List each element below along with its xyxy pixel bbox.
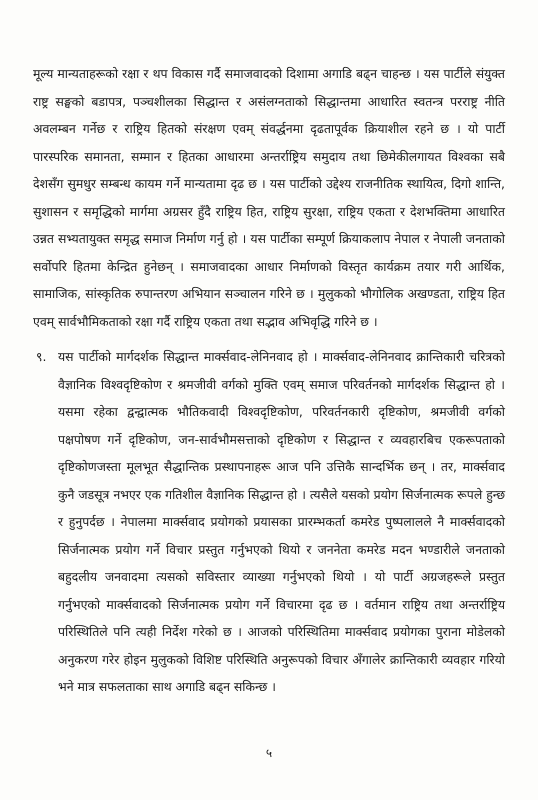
paragraph-guiding-principle: यस पार्टीको मार्गदर्शक सिद्धान्त मार्क्सवाद-लेनिनवाद हो । मार्क्सवाद-लेनिनवाद क्रान्तिकारी चरित्रको वैज्ञानिक विश्वदृष्टिकोण र श्रमजीवी वर्गको मुक्ति एवम् समाज परिवर्तनको मार्गदर्शक सिद्धान्त हो । यसमा रहेका द्वन्द्वात्मक भौतिकवादी विश्वदृष्टिकोण, परिवर्तनकारी दृष्टिकोण, श्रमजीवी वर्गको पक्षपोषण गर्ने दृष्टिकोण, जन-सार्वभौमसत्ताको दृष्टिकोण र सिद्धान्त र व्यवहारबिच एकरूपताको दृष्टिकोणजस्ता मूलभूत सैद्धान्तिक प्रस्थापनाहरू आज पनि उत्तिकै सान्दर्भिक छन् । तर, मार्क्सवाद कुनै जडसूत्र नभएर एक गतिशील वैज्ञानिक सिद्धान्त हो । त्यसैले यसको प्रयोग सिर्जनात्मक रूपले हुन्छ र हुनुपर्दछ । नेपालमा मार्क्सवाद प्रयोगको प्रयासका प्रारम्भकर्ता कमरेड पुष्पलालले नै मार्क्सवादको सिर्जनात्मक प्रयोग गर्ने विचार प्रस्तुत गर्नुभएको थियो र जननेता कमरेड मदन भण्डारीले जनताको बहुदलीय जनवादमा त्यसको सविस्तार व्याख्या गर्नुभएको थियो । यो पार्टी अग्रजहरूले प्रस्तुत गर्नुभएको मार्क्सवादको सिर्जनात्मक प्रयोग गर्ने विचारमा दृढ छ । वर्तमान राष्ट्रिय तथा अन्तर्राष्ट्रिय परिस्थितिले पनि त्यही निर्देश गरेको छ । आजको परिस्थितिमा मार्क्सवाद प्रयोगका पुराना मोडेलको अनुकरण गरेर होइन मुलुकको विशिष्ट परिस्थिति अनुरूपको विचार अँगालेर क्रान्तिकारी व्यवहार गरियो भने मात्र सफलताका साथ अगाडि बढ्न सकिन्छ । bbox=[58, 349, 505, 694]
paragraph-continued: मूल्य मान्यताहरूको रक्षा र थप विकास गर्दै समाजवादको दिशामा अगाडि बढ्न चाहन्छ । यस पार्टीले संयुक्त राष्ट्र सङ्घको बडापत्र, पञ्चशीलका सिद्धान्त र असंलग्नताको सिद्धान्तमा आधारित स्वतन्त्र परराष्ट्र नीति अवलम्बन गर्नेछ र राष्ट्रिय हितको संरक्षण एवम् संवर्द्धनमा दृढतापूर्वक क्रियाशील रहने छ । यो पार्टी पारस्परिक समानता, सम्मान र हितका आधारमा अन्तर्राष्ट्रिय समुदाय तथा छिमेकीलगायत विश्वका सबै देशसँग सुमधुर सम्बन्ध कायम गर्ने मान्यतामा दृढ छ । यस पार्टीको उद्देश्य राजनीतिक स्थायित्व, दिगो शान्ति, सुशासन र समृद्धिको मार्गमा अग्रसर हुँदै राष्ट्रिय हित, राष्ट्रिय सुरक्षा, राष्ट्रिय एकता र देशभक्तिमा आधारित उन्नत सभ्यतायुक्त समृद्ध समाज निर्माण गर्नु हो । यस पार्टीका सम्पूर्ण क्रियाकलाप नेपाल र नेपाली जनताको सर्वोपरि हितमा केन्द्रित हुनेछन् । समाजवादका आधार निर्माणको विस्तृत कार्यक्रम तयार गरी आर्थिक, सामाजिक, सांस्कृतिक रुपान्तरण अभियान सञ्चालन गरिने छ । मुलुकको भौगोलिक अखण्डता, राष्ट्रिय हित एवम् सार्वभौमिकताको रक्षा गर्दै राष्ट्रिय एकता तथा सद्भाव अभिवृद्धि गरिने छ । bbox=[33, 66, 505, 329]
page-number: ५ bbox=[265, 746, 273, 760]
paragraph-number: ९. bbox=[36, 349, 47, 364]
